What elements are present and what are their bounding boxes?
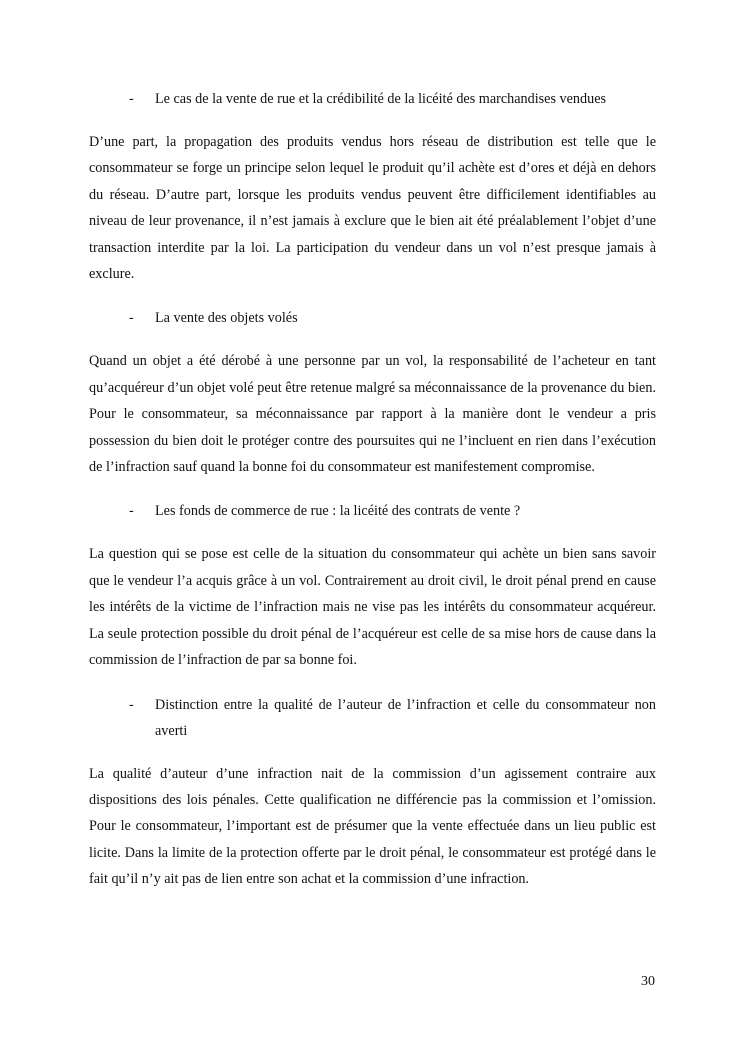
body-paragraph: La question qui se pose est celle de la situation du consommateur qui achète un bien sans savoir que le vendeur l’a acquis grâce à un vol. Contrairement au droit civil, le droit pénal prend en cause les intérêts de la victime de l’infraction mais ne vise pas les intérêts du consommateur acquéreur. La seule protection possible du droit pénal de l’acquéreur est celle de sa mise hors de cause dans la commission de l’infraction de par sa bonne foi. xyxy=(89,546,656,669)
section-bullet xyxy=(129,86,656,112)
section-bullet xyxy=(129,305,656,331)
bullet-marker: - xyxy=(129,696,134,713)
body-paragraph: La qualité d’auteur d’une infraction nait de la commission d’un agissement contraire aux dispositions des lois pénales. Cette qualification ne différencie pas la commission et l’omission. Pour le consommateur, l’important est de présumer que la vente effectuée dans un lieu public est licite. Dans la limite de la protection offerte par le droit pénal, le consommateur est protégé dans le fait qu’il n’y ait pas de lien entre son achat et la commission d’une infraction. xyxy=(89,765,656,888)
section-heading: Les fonds de commerce de rue : la licéité des contrats de vente ? xyxy=(155,503,521,520)
bullet-marker: - xyxy=(129,91,134,107)
bullet-marker: - xyxy=(129,503,134,520)
section-heading: Distinction entre la qualité de l’auteur de l’infraction et celle du consommateur non averti xyxy=(155,696,656,739)
document-page xyxy=(89,86,656,893)
body-paragraph: D’une part, la propagation des produits vendus hors réseau de distribution est telle que le consommateur se forge un principe selon lequel le produit qu’il achète est d’ores et déjà en dehors du réseau. D’autre part, lorsque les produits vendus peuvent être difficilement identifiables au niveau de leur provenance, il n’est jamais à exclure que le bien ait été préalablement l’objet d’une transaction interdite par la loi. La participation du vendeur dans un vol n’est presque jamais à exclure. xyxy=(89,134,656,283)
bullet-marker: - xyxy=(129,310,134,327)
section-heading: La vente des objets volés xyxy=(155,310,298,327)
section-heading: Le cas de la vente de rue et la crédibilité de la licéité des marchandises vendues xyxy=(155,91,607,107)
body-paragraph: Quand un objet a été dérobé à une personne par un vol, la responsabilité de l’acheteur en tant qu’acquéreur d’un objet volé peut être retenue malgré sa méconnaissance de la provenance du bien. Pour le consommateur, sa méconnaissance par rapport à la manière dont le vendeur a pris possession du bien doit le protéger contre des poursuites qui ne l’incluent en rien dans l’exécution de l’infraction sauf quand la bonne foi du consommateur est manifestement compromise. xyxy=(89,353,656,476)
section-bullet xyxy=(129,498,656,524)
page-number: 30 xyxy=(641,974,655,989)
section-bullet xyxy=(129,692,656,744)
